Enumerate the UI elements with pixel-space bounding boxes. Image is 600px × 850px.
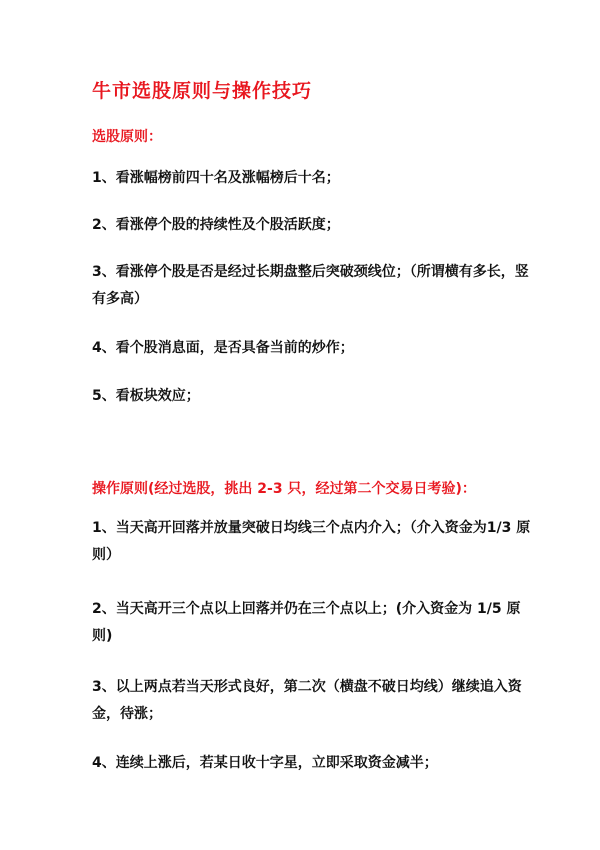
operation-item-2: 2、当天高开三个点以上回落并仍在三个点以上；(介入资金为 1/5 原则) [92, 601, 521, 644]
selection-item-3: 3、看涨停个股是否是经过长期盘整后突破颈线位；（所谓横有多长，竖有多高） [92, 264, 529, 307]
operation-item-1: 1、当天高开回落并放量突破日均线三个点内介入；（介入资金为1/3 原则） [92, 520, 531, 563]
selection-item-2: 2、看涨停个股的持续性及个股活跃度； [92, 217, 340, 233]
selection-item-5: 5、看板块效应； [92, 388, 200, 404]
selection-heading: 选股原则： [92, 129, 162, 145]
operation-heading: 操作原则(经过选股，挑出 2-3 只，经过第二个交易日考验)： [92, 481, 476, 497]
selection-item-1: 1、看涨幅榜前四十名及涨幅榜后十名； [92, 170, 340, 186]
document-title: 牛市选股原则与操作技巧 [92, 80, 313, 102]
selection-item-4: 4、看个股消息面，是否具备当前的炒作； [92, 340, 354, 356]
operation-item-3: 3、以上两点若当天形式良好，第二次（横盘不破日均线）继续追入资金，待涨； [92, 679, 522, 722]
operation-item-4: 4、连续上涨后，若某日收十字星，立即采取资金减半； [92, 755, 438, 771]
